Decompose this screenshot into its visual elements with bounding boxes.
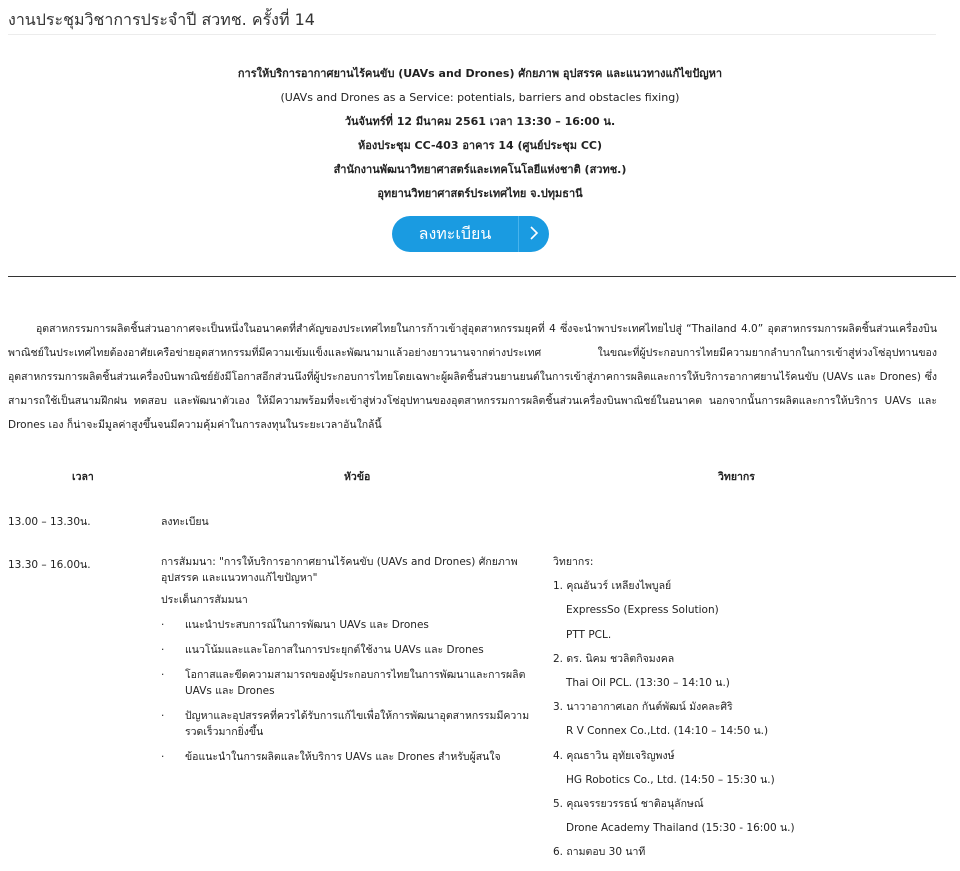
bullet-icon: · bbox=[161, 644, 165, 656]
event-room: ห้องประชุม CC-403 อาคาร 14 (ศูนย์ประชุม CC) bbox=[357, 139, 602, 152]
speaker-name: 5. คุณจรรยวรรธน์ ชาติอนุลักษณ์ bbox=[553, 797, 704, 810]
event-header bbox=[0, 62, 960, 206]
list-item bbox=[161, 642, 541, 658]
list-item-text: แนะนำประสบการณ์ในการพัฒนา UAVs และ Drones bbox=[185, 619, 429, 631]
event-date: วันจันทร์ที่ 12 มีนาคม 2561 เวลา 13:30 – 16:00 น. bbox=[344, 115, 616, 128]
page-title: งานประชุมวิชาการประจำปี สวทช. ครั้งที่ 14 bbox=[8, 10, 315, 29]
speaker-name: 1. คุณอันวร์ เหลียงไพบูลย์ bbox=[553, 580, 672, 593]
speaker-label: วิทยากร: bbox=[553, 556, 594, 568]
list-item bbox=[161, 749, 541, 765]
bullet-icon: · bbox=[161, 710, 165, 722]
schedule-header-topic: หัวข้อ bbox=[344, 471, 371, 483]
speaker-affiliation: ExpressSo (Express Solution) bbox=[566, 604, 719, 617]
list-item-text: โอกาสและขีดความสามารถของผู้ประกอบการไทยในการพัฒนาและการผลิต UAVs และ Drones bbox=[185, 669, 526, 697]
speaker-affiliation: R V Connex Co.,Ltd. (14:10 – 14:50 น.) bbox=[566, 725, 769, 738]
bullet-icon: · bbox=[161, 619, 165, 631]
bullet-icon: · bbox=[161, 751, 165, 763]
speaker-name: 4. คุณธาวิน อุทัยเจริญพงษ์ bbox=[553, 749, 675, 762]
schedule-row-2-time: 13.30 – 16.00น. bbox=[8, 559, 91, 571]
intro-paragraph: อุตสาหกรรมการผลิตชิ้นส่วนอากาศจะเป็นหนึ่งในอนาคตที่สำคัญของประเทศไทยในการก้าวเข้าสู่อุตสาหกรรมยุคที่ 4 ซึ่งจะนำพาประเทศไทยไปสู่ “Thailand 4.0” อุตสาหกรรมการผลิตชิ้นส่วนเครื่องบินพาณิชย์ในประเทศไทยต้องอาศัยเครือข่ายอุตสาหกรรมที่มีความเข้มแข็งและพัฒนามาแล้วอย่างยาวนานจากต่างประเทศ ในขณะที่ผู้ประกอบการไทยมีความยากลำบากในการเข้าสู่ห่วงโซ่อุปทานของอุตสาหกรรมการผลิตชิ้นส่วนเครื่องบินพาณิชย์ยังมีโอกาสอีกส่วนนึงที่ผู้ประกอบการไทยโดยเฉพาะผู้ผลิตชิ้นส่วนยานยนต์ในการเข้าสู่ภาคการผลิตและการให้บริการอากาศยานไร้คนขับ (UAVs และ Drones) ซึ่งสามารถใช้เป็นสนามฝึกฝน ทดสอบ และพัฒนาตัวเอง ให้มีความพร้อมที่จะเข้าสู่ห่วงโซ่อุปทานของอุตสาหกรรมการผลิตชิ้นส่วนเครื่องบินพาณิชย์ในอนาคต นอกจากนั้นการผลิตและการให้บริการ UAVs และ Drones เอง ก็น่าจะมีมูลค่าสูงขึ้นจนมีความคุ้มค่าในการลงทุนในระยะเวลาอันใกล้นี้ bbox=[8, 323, 937, 431]
register-button[interactable] bbox=[392, 216, 549, 252]
title-divider bbox=[8, 34, 936, 35]
event-title-english: (UAVs and Drones as a Service: potentials, barriers and obstacles fixing) bbox=[280, 91, 680, 104]
list-item bbox=[161, 667, 541, 699]
speaker-name: 3. นาวาอากาศเอก กันต์พัฒน์ มังคละศิริ bbox=[553, 701, 733, 714]
bullet-icon: · bbox=[161, 669, 165, 681]
speaker-affiliation: HG Robotics Co., Ltd. (14:50 – 15:30 น.) bbox=[566, 773, 775, 786]
qa-session: 6. ถามตอบ 30 นาที bbox=[553, 846, 646, 859]
list-item bbox=[161, 708, 541, 740]
schedule-row-1-time: 13.00 – 13.30น. bbox=[8, 516, 91, 528]
speaker-affiliation: Thai Oil PCL. (13:30 – 14:10 น.) bbox=[566, 676, 730, 689]
schedule-header-speaker: วิทยากร bbox=[718, 471, 755, 483]
list-item-text: ข้อแนะนำในการผลิตและให้บริการ UAVs และ Drones สำหรับผู้สนใจ bbox=[185, 751, 501, 763]
event-organizer: สำนักงานพัฒนาวิทยาศาสตร์และเทคโนโลยีแห่งชาติ (สวทช.) bbox=[333, 163, 627, 176]
speaker-affiliation: Drone Academy Thailand (15:30 - 16:00 น.) bbox=[566, 822, 795, 835]
register-button-label: ลงทะเบียน bbox=[418, 223, 492, 243]
speaker-name: 2. ดร. นิคม ชวลิตกิจมงคล bbox=[553, 652, 675, 665]
list-item-text: ปัญหาและอุปสรรคที่ควรได้รับการแก้ไขเพื่อให้การพัฒนาอุตสาหกรรมมีความรวดเร็วมากยิ่งขึ้น bbox=[185, 710, 530, 738]
list-item-text: แนวโน้มและและโอกาสในการประยุกต์ใช้งาน UAVs และ Drones bbox=[185, 644, 484, 656]
event-title-thai: การให้บริการอากาศยานไร้คนขับ (UAVs and Drones) ศักยภาพ อุปสรรค และแนวทางแก้ไขปัญหา bbox=[237, 67, 723, 80]
schedule-header-time: เวลา bbox=[72, 471, 94, 483]
chevron-right-icon bbox=[519, 225, 549, 244]
schedule-row-2-topic bbox=[161, 554, 541, 774]
section-divider bbox=[8, 276, 956, 277]
seminar-title: การสัมมนา: "การให้บริการอากาศยานไร้คนขับ (UAVs and Drones) ศักยภาพ อุปสรรค และแนวทางแก้ไขปัญหา" bbox=[161, 556, 518, 584]
schedule-row-1-topic: ลงทะเบียน bbox=[161, 516, 209, 528]
event-venue: อุทยานวิทยาศาสตร์ประเทศไทย จ.ปทุมธานี bbox=[377, 187, 583, 200]
list-item bbox=[161, 617, 541, 633]
speaker-list bbox=[553, 554, 933, 868]
seminar-subtitle: ประเด็นการสัมมนา bbox=[161, 594, 248, 606]
speaker-affiliation: PTT PCL. bbox=[566, 628, 612, 641]
